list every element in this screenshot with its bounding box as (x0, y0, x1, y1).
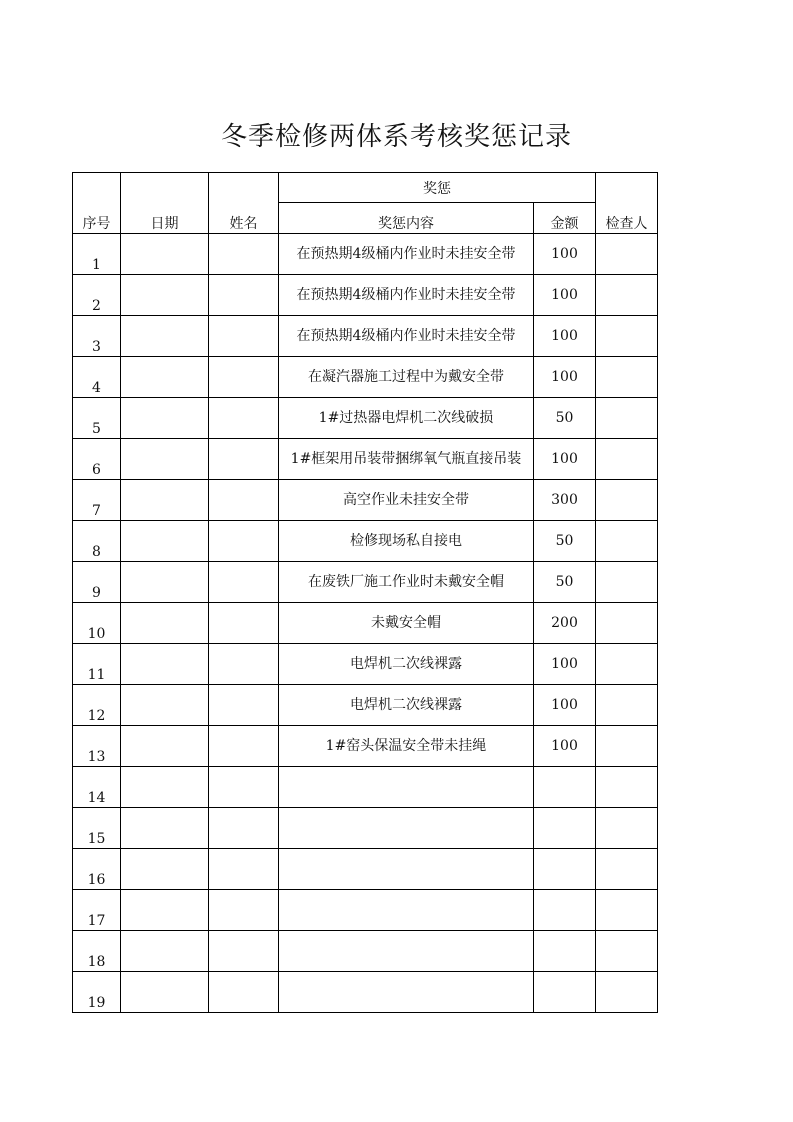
amount-cell: 100 (534, 439, 596, 480)
table-row (73, 849, 658, 890)
name-cell (209, 480, 279, 521)
seq-cell: 12 (73, 685, 121, 726)
inspector-cell (596, 726, 658, 767)
table-row (73, 562, 658, 603)
content-cell: 在废铁厂施工作业时未戴安全帽 (279, 562, 534, 603)
name-cell (209, 931, 279, 972)
date-cell (121, 849, 209, 890)
amount-cell: 100 (534, 726, 596, 767)
name-cell (209, 849, 279, 890)
seq-cell: 17 (73, 890, 121, 931)
table-row (73, 357, 658, 398)
content-cell: 高空作业未挂安全带 (279, 480, 534, 521)
inspector-cell (596, 439, 658, 480)
seq-cell: 2 (73, 275, 121, 316)
header-reward-penalty: 奖惩 (279, 173, 596, 203)
header-inspector: 检查人 (596, 173, 658, 234)
seq-cell: 15 (73, 808, 121, 849)
inspector-cell (596, 972, 658, 1013)
header-date: 日期 (121, 173, 209, 234)
table-row (73, 439, 658, 480)
content-cell: 检修现场私自接电 (279, 521, 534, 562)
seq-cell: 5 (73, 398, 121, 439)
amount-cell (534, 931, 596, 972)
date-cell (121, 316, 209, 357)
header-seq: 序号 (73, 173, 121, 234)
table-row (73, 644, 658, 685)
content-cell (279, 931, 534, 972)
amount-cell (534, 972, 596, 1013)
name-cell (209, 439, 279, 480)
table-row (73, 234, 658, 275)
header-name: 姓名 (209, 173, 279, 234)
inspector-cell (596, 603, 658, 644)
seq-cell: 18 (73, 931, 121, 972)
content-cell: 在预热期4级桶内作业时未挂安全带 (279, 275, 534, 316)
seq-cell: 19 (73, 972, 121, 1013)
seq-cell: 1 (73, 234, 121, 275)
name-cell (209, 275, 279, 316)
date-cell (121, 480, 209, 521)
inspector-cell (596, 275, 658, 316)
table-row (73, 275, 658, 316)
table-row (73, 685, 658, 726)
amount-cell: 50 (534, 398, 596, 439)
amount-cell: 50 (534, 562, 596, 603)
seq-cell: 11 (73, 644, 121, 685)
date-cell (121, 398, 209, 439)
date-cell (121, 726, 209, 767)
amount-cell: 100 (534, 316, 596, 357)
inspector-cell (596, 480, 658, 521)
amount-cell (534, 890, 596, 931)
inspector-cell (596, 234, 658, 275)
name-cell (209, 398, 279, 439)
content-cell: 1#过热器电焊机二次线破损 (279, 398, 534, 439)
name-cell (209, 972, 279, 1013)
amount-cell: 50 (534, 521, 596, 562)
date-cell (121, 275, 209, 316)
seq-cell: 9 (73, 562, 121, 603)
seq-cell: 8 (73, 521, 121, 562)
date-cell (121, 931, 209, 972)
inspector-cell (596, 521, 658, 562)
amount-cell (534, 849, 596, 890)
seq-cell: 10 (73, 603, 121, 644)
amount-cell: 100 (534, 234, 596, 275)
content-cell (279, 890, 534, 931)
amount-cell: 100 (534, 685, 596, 726)
content-cell: 电焊机二次线裸露 (279, 685, 534, 726)
inspector-cell (596, 644, 658, 685)
content-cell: 1#窑头保温安全带未挂绳 (279, 726, 534, 767)
name-cell (209, 521, 279, 562)
inspector-cell (596, 398, 658, 439)
inspector-cell (596, 316, 658, 357)
amount-cell (534, 808, 596, 849)
seq-cell: 3 (73, 316, 121, 357)
table-row (73, 767, 658, 808)
name-cell (209, 357, 279, 398)
record-table (72, 172, 658, 1013)
seq-cell: 16 (73, 849, 121, 890)
table-row (73, 808, 658, 849)
table-row (73, 972, 658, 1013)
content-cell (279, 808, 534, 849)
content-cell: 在凝汽器施工过程中为戴安全带 (279, 357, 534, 398)
date-cell (121, 234, 209, 275)
content-cell (279, 767, 534, 808)
amount-cell: 200 (534, 603, 596, 644)
seq-cell: 4 (73, 357, 121, 398)
date-cell (121, 767, 209, 808)
seq-cell: 6 (73, 439, 121, 480)
inspector-cell (596, 767, 658, 808)
content-cell: 未戴安全帽 (279, 603, 534, 644)
name-cell (209, 562, 279, 603)
date-cell (121, 357, 209, 398)
date-cell (121, 439, 209, 480)
name-cell (209, 808, 279, 849)
date-cell (121, 562, 209, 603)
amount-cell: 100 (534, 357, 596, 398)
inspector-cell (596, 808, 658, 849)
amount-cell (534, 767, 596, 808)
seq-cell: 14 (73, 767, 121, 808)
name-cell (209, 767, 279, 808)
date-cell (121, 644, 209, 685)
document-title: 冬季检修两体系考核奖惩记录 (220, 122, 572, 152)
content-cell: 1#框架用吊装带捆绑氧气瓶直接吊装 (279, 439, 534, 480)
name-cell (209, 685, 279, 726)
inspector-cell (596, 931, 658, 972)
content-cell (279, 849, 534, 890)
name-cell (209, 316, 279, 357)
name-cell (209, 890, 279, 931)
content-cell (279, 972, 534, 1013)
content-cell: 电焊机二次线裸露 (279, 644, 534, 685)
table-row (73, 890, 658, 931)
inspector-cell (596, 562, 658, 603)
name-cell (209, 644, 279, 685)
date-cell (121, 521, 209, 562)
date-cell (121, 972, 209, 1013)
content-cell: 在预热期4级桶内作业时未挂安全带 (279, 234, 534, 275)
inspector-cell (596, 357, 658, 398)
table-row (73, 480, 658, 521)
date-cell (121, 603, 209, 644)
table-row (73, 603, 658, 644)
amount-cell: 100 (534, 644, 596, 685)
table-row (73, 726, 658, 767)
date-cell (121, 685, 209, 726)
inspector-cell (596, 685, 658, 726)
seq-cell: 13 (73, 726, 121, 767)
header-content: 奖惩内容 (279, 203, 534, 234)
table-row (73, 521, 658, 562)
name-cell (209, 234, 279, 275)
inspector-cell (596, 890, 658, 931)
name-cell (209, 726, 279, 767)
name-cell (209, 603, 279, 644)
date-cell (121, 890, 209, 931)
amount-cell: 300 (534, 480, 596, 521)
table-row (73, 931, 658, 972)
amount-cell: 100 (534, 275, 596, 316)
table-row (73, 316, 658, 357)
seq-cell: 7 (73, 480, 121, 521)
header-row (73, 173, 658, 203)
header-amount: 金额 (534, 203, 596, 234)
date-cell (121, 808, 209, 849)
table-row (73, 398, 658, 439)
content-cell: 在预热期4级桶内作业时未挂安全带 (279, 316, 534, 357)
inspector-cell (596, 849, 658, 890)
